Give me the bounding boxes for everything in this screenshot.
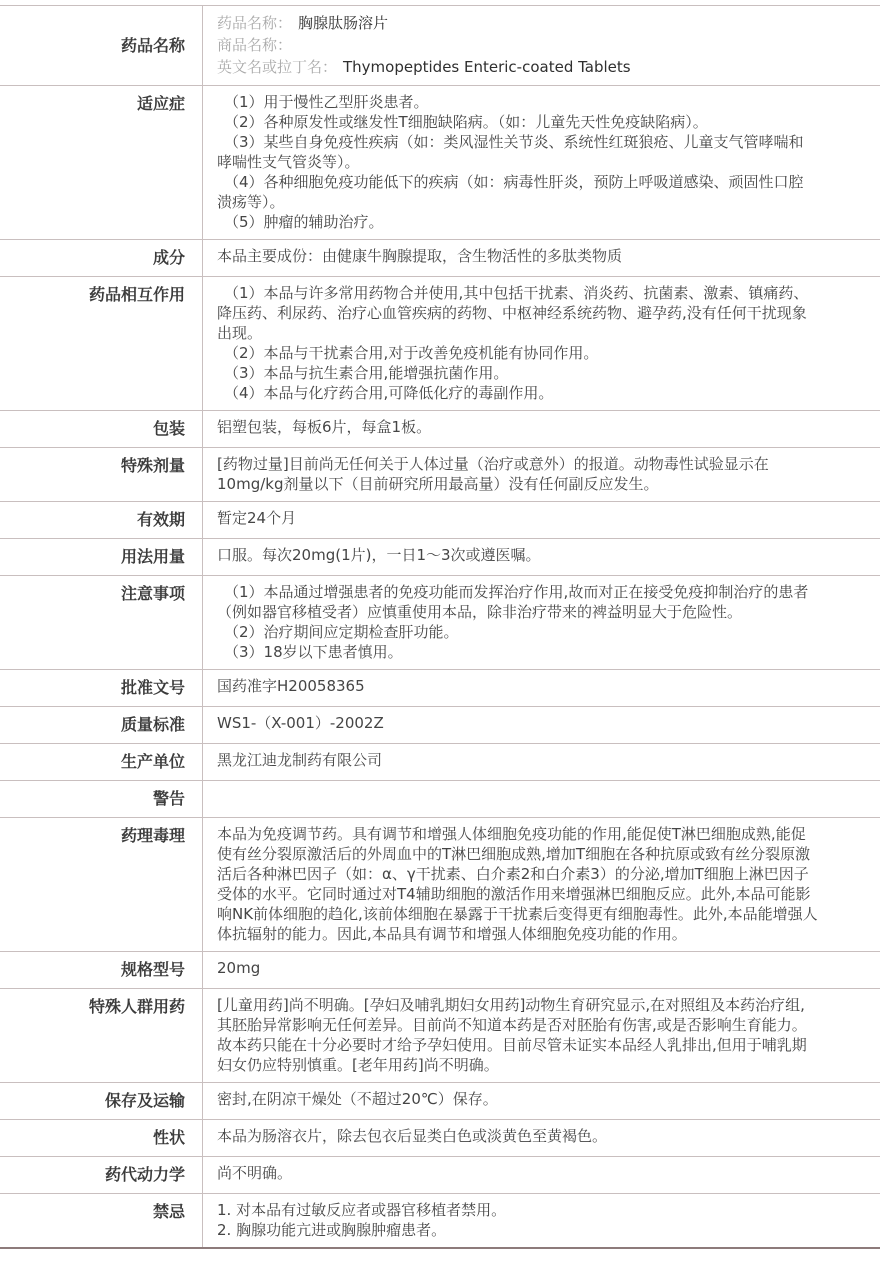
row-label: 特殊剂量 [120, 456, 185, 475]
table-row [0, 448, 880, 502]
row-label: 成分 [152, 248, 185, 267]
row-content-cell [203, 240, 880, 276]
paragraph: （3）本品与抗生素合用,能增强抗菌作用。 [224, 364, 509, 382]
row-label-cell [0, 240, 203, 276]
row-label-cell [0, 1157, 203, 1193]
row-label-cell [0, 411, 203, 447]
paragraph: 暂定24个月 [217, 509, 297, 527]
table-row [0, 240, 880, 277]
row-label: 性状 [152, 1128, 185, 1147]
row-label-cell [0, 818, 203, 951]
table-row [0, 1194, 880, 1247]
table-row [0, 277, 880, 411]
row-label-cell [0, 6, 203, 85]
row-content-cell [203, 502, 880, 538]
row-label: 药品相互作用 [88, 285, 185, 304]
paragraph: （1）本品通过增强患者的免疫功能而发挥治疗作用,故而对正在接受免疫抑制治疗的患者（例如器官移植受者）应慎重使用本品，除非治疗带来的裨益明显大于危险性。 [217, 583, 809, 621]
paragraph: 20mg [217, 959, 261, 977]
row-content-cell [203, 411, 880, 447]
table-row [0, 744, 880, 781]
row-content-cell [203, 448, 880, 501]
row-label-cell [0, 670, 203, 706]
row-content-cell [203, 86, 880, 239]
row-label: 药理毒理 [120, 826, 185, 845]
table-row [0, 670, 880, 707]
row-label: 生产单位 [120, 752, 185, 771]
row-content-cell [203, 576, 880, 669]
name-line [217, 34, 818, 56]
row-content-cell [203, 781, 880, 817]
row-content-cell [203, 670, 880, 706]
drug-info-table [0, 5, 880, 1249]
row-label: 规格型号 [120, 960, 185, 979]
field-key: 商品名称： [217, 36, 293, 54]
row-label-cell [0, 448, 203, 501]
row-label-cell [0, 707, 203, 743]
row-content-cell [203, 744, 880, 780]
paragraph: 尚不明确。 [217, 1164, 293, 1182]
row-label: 禁忌 [152, 1202, 185, 1221]
paragraph: 2. 胸腺功能亢进或胸腺肿瘤患者。 [217, 1221, 447, 1239]
paragraph: （3）18岁以下患者慎用。 [224, 643, 403, 661]
row-label-cell [0, 1083, 203, 1119]
field-key: 药品名称： [217, 14, 293, 32]
paragraph: 1. 对本品有过敏反应者或器官移植者禁用。 [217, 1201, 507, 1219]
row-label: 包装 [152, 419, 185, 438]
row-label: 特殊人群用药 [88, 997, 185, 1016]
name-line [217, 12, 818, 34]
row-label: 适应症 [136, 94, 185, 113]
paragraph: WS1-（X-001）-2002Z [217, 714, 384, 732]
row-label: 警告 [152, 789, 185, 808]
table-row [0, 502, 880, 539]
paragraph: （4）各种细胞免疫功能低下的疾病（如：病毒性肝炎，预防上呼吸道感染、顽固性口腔溃疡等）。 [217, 173, 804, 211]
paragraph: 国药准字H20058365 [217, 677, 365, 695]
row-content-cell [203, 277, 880, 410]
paragraph: 密封,在阴凉干燥处（不超过20℃）保存。 [217, 1090, 498, 1108]
paragraph: 口服。每次20mg(1片)，一日1～3次或遵医嘱。 [217, 546, 541, 564]
paragraph: （1）用于慢性乙型肝炎患者。 [224, 93, 429, 111]
table-row [0, 952, 880, 989]
table-row [0, 1083, 880, 1120]
paragraph: 铝塑包装，每板6片，每盒1板。 [217, 418, 432, 436]
row-label-cell [0, 1194, 203, 1247]
row-label-cell [0, 952, 203, 988]
paragraph: 本品主要成份：由健康牛胸腺提取，含生物活性的多肽类物质 [217, 247, 623, 265]
table-row [0, 707, 880, 744]
row-content-cell [203, 818, 880, 951]
row-label-cell [0, 502, 203, 538]
row-label-cell [0, 744, 203, 780]
table-row [0, 989, 880, 1083]
table-row [0, 781, 880, 818]
row-label-cell [0, 781, 203, 817]
row-content-cell [203, 952, 880, 988]
paragraph: 黑龙江迪龙制药有限公司 [217, 751, 383, 769]
table-row [0, 818, 880, 952]
table-row [0, 1120, 880, 1157]
row-content-cell [203, 1083, 880, 1119]
row-content-cell [203, 1194, 880, 1247]
row-label: 质量标准 [120, 715, 185, 734]
table-row [0, 6, 880, 86]
paragraph: 本品为肠溶衣片，除去包衣后显类白色或淡黄色至黄褐色。 [217, 1127, 608, 1145]
paragraph: [药物过量]目前尚无任何关于人体过量（治疗或意外）的报道。动物毒性试验显示在10mg/kg剂量以下（目前研究所用最高量）没有任何副反应发生。 [217, 455, 769, 493]
table-row [0, 1157, 880, 1194]
row-label-cell [0, 576, 203, 669]
row-label: 批准文号 [120, 678, 185, 697]
paragraph: （1）本品与许多常用药物合并使用,其中包括干扰素、消炎药、抗菌素、激素、镇痛药、降压药、利尿药、治疗心血管疾病的药物、中枢神经系统药物、避孕药,没有任何干扰现象出现。 [217, 284, 809, 342]
row-content-cell [203, 1120, 880, 1156]
row-label-cell [0, 1120, 203, 1156]
row-label: 药品名称 [120, 35, 185, 55]
row-label: 用法用量 [120, 547, 185, 566]
row-label-cell [0, 277, 203, 410]
row-content-cell [203, 6, 880, 85]
table-row [0, 539, 880, 576]
paragraph: （5）肿瘤的辅助治疗。 [224, 213, 384, 231]
row-content-cell [203, 1157, 880, 1193]
field-value: Thymopeptides Enteric-coated Tablets [343, 58, 631, 76]
paragraph: [儿童用药]尚不明确。[孕妇及哺乳期妇女用药]动物生育研究显示,在对照组及本药治疗组,其胚胎异常影响无任何差异。目前尚不知道本药是否对胚胎有伤害,或是否影响生育能力。故本药只能在十分必要时才给予孕妇使用。目前尽管未证实本品经人乳排出,但用于哺乳期妇女仍应特别慎重。[老年用药]尚不明确。 [217, 996, 807, 1074]
row-label-cell [0, 989, 203, 1082]
paragraph: （3）某些自身免疫性疾病（如：类风湿性关节炎、系统性红斑狼疮、儿童支气管哮喘和哮喘性支气管炎等）。 [217, 133, 804, 171]
name-line [217, 56, 818, 78]
field-key: 英文名或拉丁名： [217, 58, 338, 76]
field-value: 胸腺肽肠溶片 [298, 14, 389, 32]
row-label: 药代动力学 [104, 1165, 185, 1184]
paragraph: （4）本品与化疗药合用,可降低化疗的毒副作用。 [224, 384, 554, 402]
paragraph: （2）本品与干扰素合用,对于改善免疫机能有协同作用。 [224, 344, 599, 362]
row-content-cell [203, 707, 880, 743]
row-label-cell [0, 86, 203, 239]
table-row [0, 576, 880, 670]
row-content-cell [203, 989, 880, 1082]
row-label: 有效期 [136, 510, 185, 529]
table-row [0, 86, 880, 240]
paragraph: 本品为免疫调节药。具有调节和增强人体细胞免疫功能的作用,能促使T淋巴细胞成熟,能促使有丝分裂原激活后的外周血中的T淋巴细胞成熟,增加T细胞在各种抗原或致有丝分裂原激活后各种淋巴因子（如：α、γ干扰素、白介素2和白介素3）的分泌,增加T细胞上淋巴因子受体的水平。它同时通过对T4辅助细胞的激活作用来增强淋巴细胞反应。此外,本品可能影响NK前体细胞的趋化,该前体细胞在暴露于干扰素后变得更有细胞毒性。此外,本品能增强人体抗辐射的能力。因此,本品具有调节和增强人体细胞免疫功能的作用。 [217, 825, 818, 943]
row-label: 保存及运输 [104, 1091, 185, 1110]
row-label-cell [0, 539, 203, 575]
row-label: 注意事项 [120, 584, 185, 603]
paragraph: （2）各种原发性或继发性T细胞缺陷病。（如：儿童先天性免疫缺陷病）。 [224, 113, 708, 131]
paragraph: （2）治疗期间应定期检查肝功能。 [224, 623, 459, 641]
table-row [0, 411, 880, 448]
row-content-cell [203, 539, 880, 575]
